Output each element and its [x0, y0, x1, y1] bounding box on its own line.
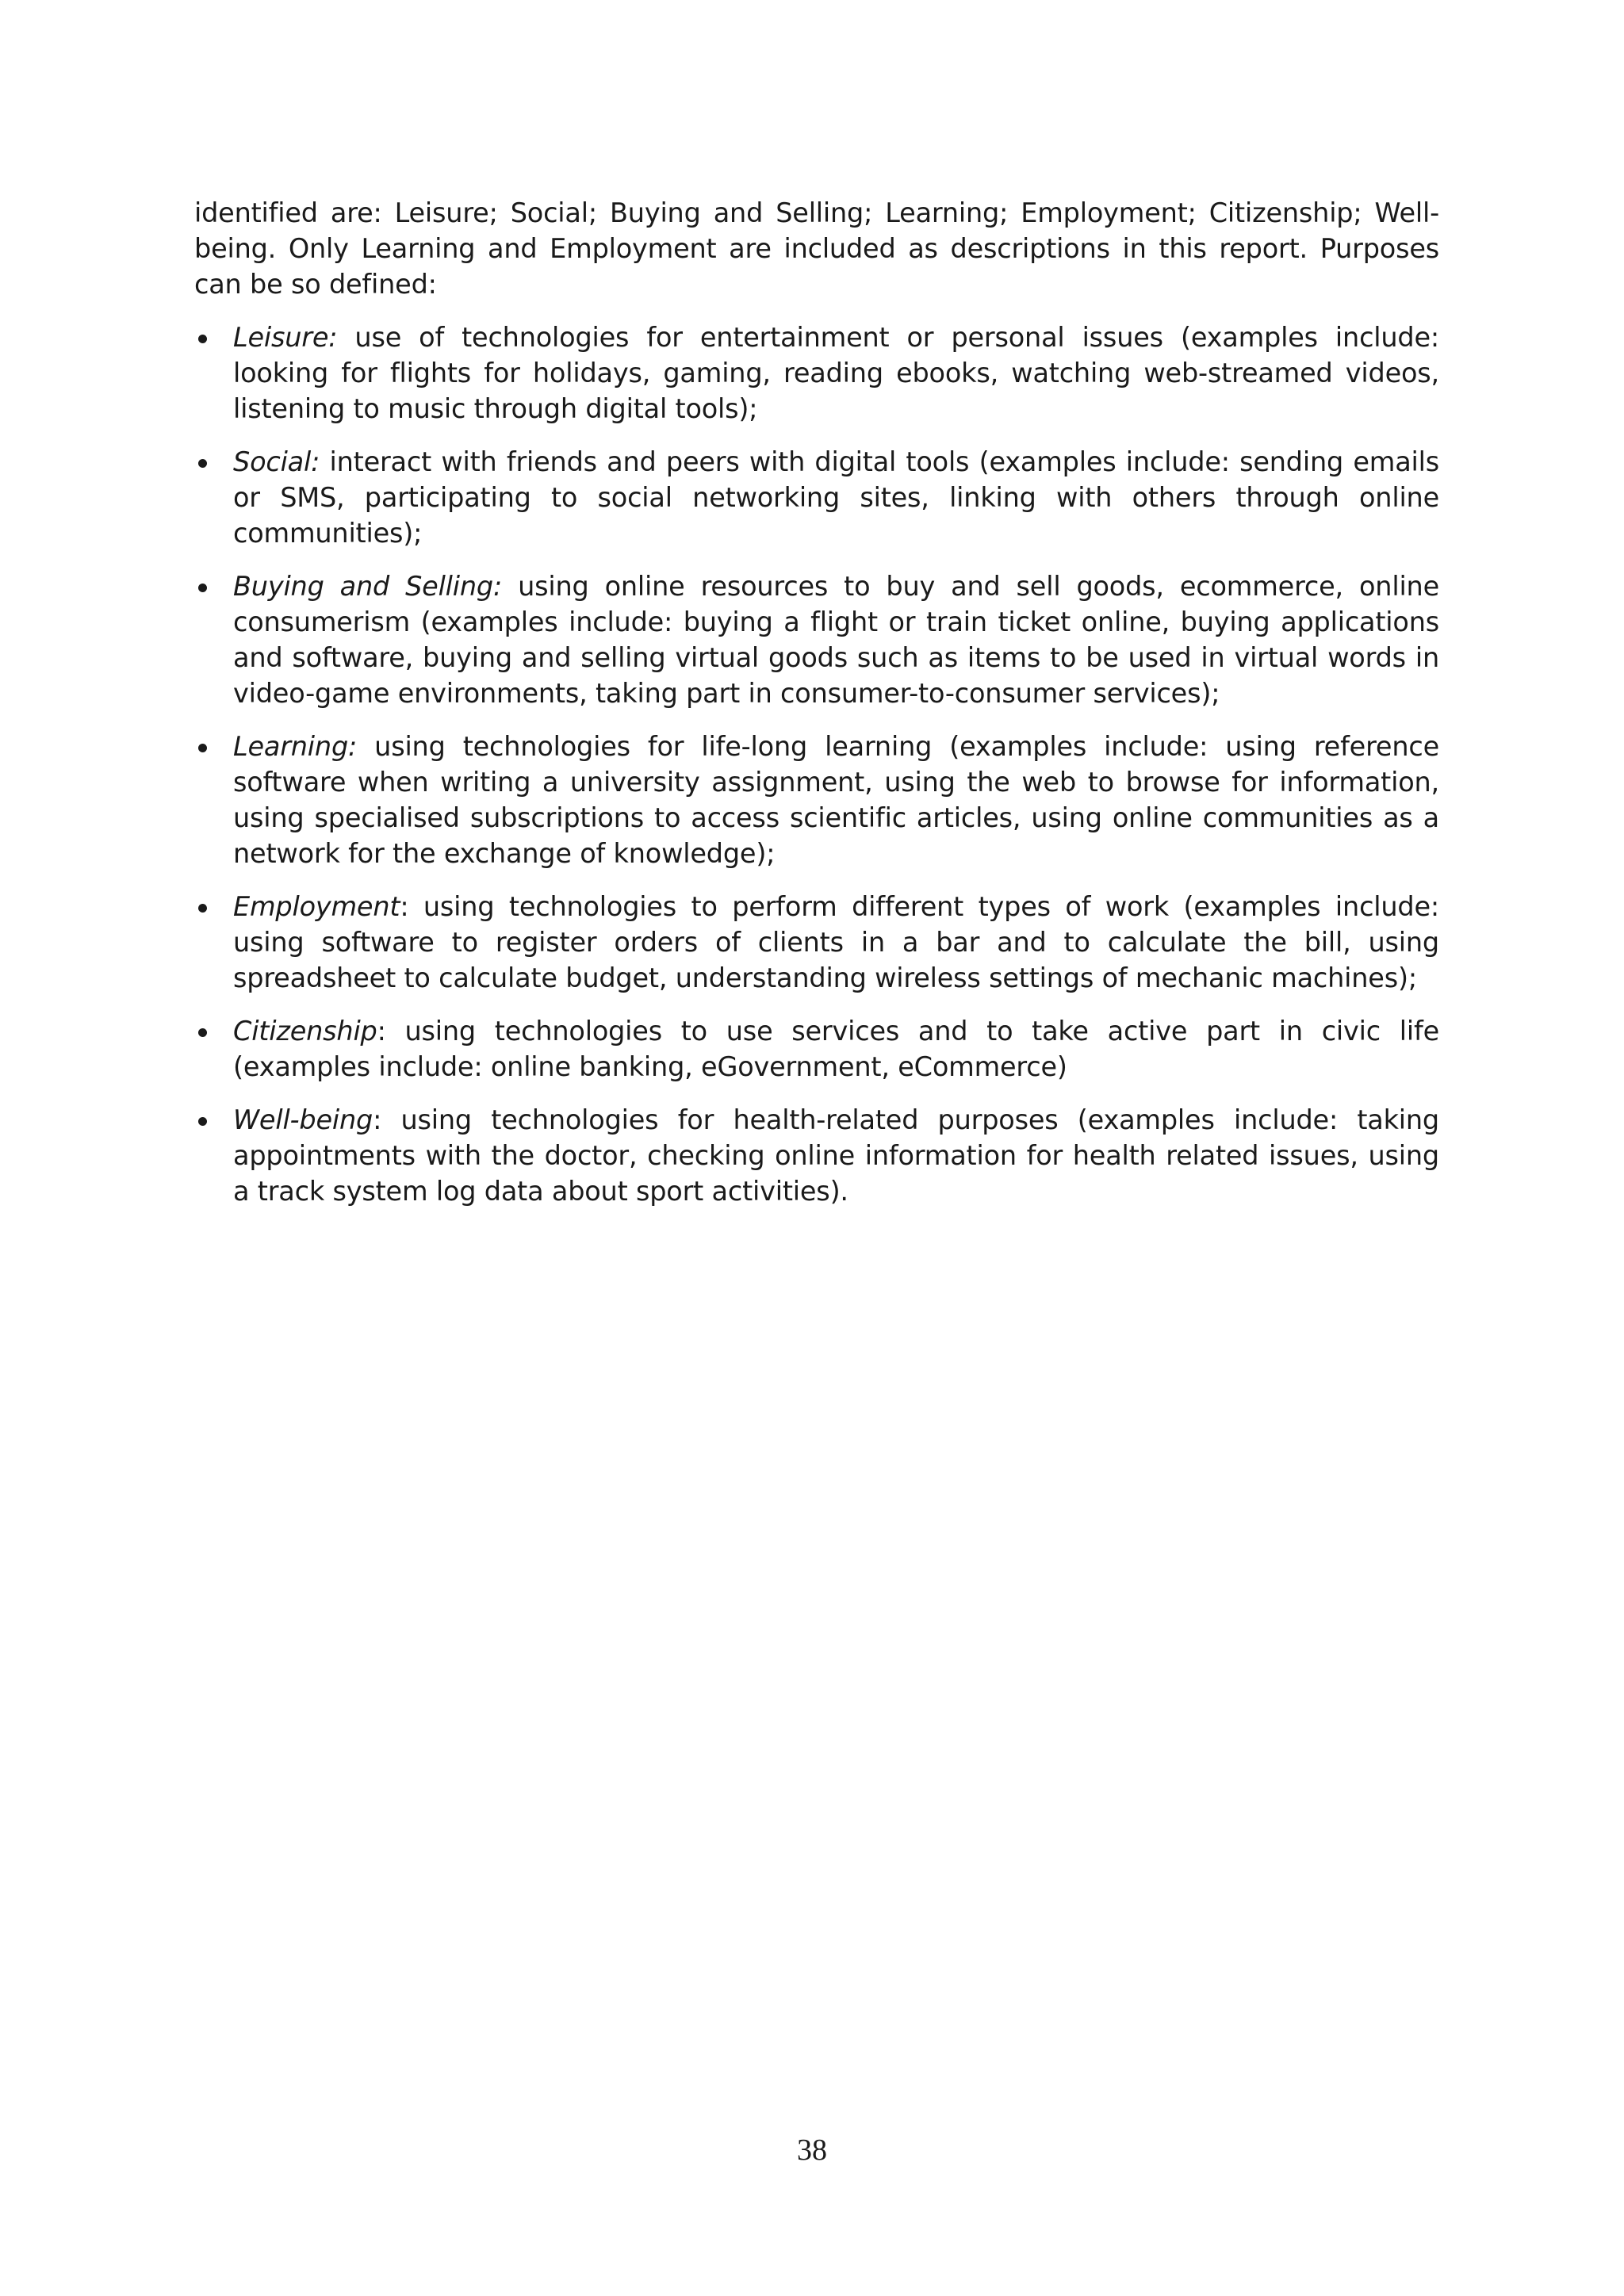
- purpose-item-citizenship: [194, 1013, 1439, 1085]
- purposes-list: [194, 320, 1439, 1209]
- purpose-description: use of technologies for entertainment or personal issues (examples include: looking for flights for holidays, gaming, reading ebooks, watching web-streamed videos, listening to music through digital tools);: [233, 322, 1439, 424]
- bullet-icon: [198, 744, 207, 752]
- bullet-icon: [198, 1028, 207, 1037]
- purpose-description: : using technologies to perform different types of work (examples include: using software to register orders of clients in a bar and to calculate the bill, using spreadsheet to calculate budget, understanding wireless settings of mechanic machines);: [233, 891, 1439, 993]
- purpose-term: Social:: [233, 446, 320, 477]
- page-content: [194, 195, 1439, 1226]
- purpose-item-learning: [194, 729, 1439, 871]
- bullet-icon: [198, 459, 207, 468]
- purpose-term: Learning:: [233, 731, 358, 762]
- purpose-description: interact with friends and peers with digital tools (examples include: sending emails or SMS, participating to social networking sites, linking with others through online communities);: [233, 446, 1439, 549]
- purpose-term: Leisure:: [233, 322, 338, 353]
- purpose-item-buying-and-selling: [194, 568, 1439, 711]
- purpose-term: Citizenship: [233, 1016, 377, 1047]
- purpose-item-employment: [194, 889, 1439, 996]
- purpose-term: Buying and Selling:: [233, 571, 503, 602]
- purpose-term: Employment: [233, 891, 400, 922]
- purpose-description: using online resources to buy and sell goods, ecommerce, online consumerism (examples include: buying a flight or train ticket online, buying applications and software, buying and selling virtual goods such as items to be used in virtual words in video-game environments, taking part in consumer-to-consumer services);: [233, 571, 1439, 709]
- bullet-icon: [198, 904, 207, 913]
- purpose-description: : using technologies for health-related purposes (examples include: taking appointments with the doctor, checking online information for health related issues, using a track system log data about sport activities).: [233, 1104, 1439, 1207]
- purpose-term: Well-being: [233, 1104, 373, 1135]
- purpose-item-well-being: [194, 1102, 1439, 1209]
- page-number: 38: [797, 2133, 827, 2167]
- intro-paragraph: identified are: Leisure; Social; Buying and Selling; Learning; Employment; Citizenship; Well-being. Only Learning and Employment are included as descriptions in this report. Purposes can be so defined:: [194, 197, 1439, 300]
- purpose-item-social: [194, 444, 1439, 551]
- purpose-description: : using technologies to use services and to take active part in civic life (examples include: online banking, eGovernment, eCommerce): [233, 1016, 1439, 1082]
- purpose-description: using technologies for life-long learning (examples include: using reference software when writing a university assignment, using the web to browse for information, using specialised subscriptions to access scientific articles, using online communities as a network for the exchange of knowledge);: [233, 731, 1439, 869]
- bullet-icon: [198, 1117, 207, 1126]
- purpose-item-leisure: [194, 320, 1439, 427]
- bullet-icon: [198, 335, 207, 343]
- bullet-icon: [198, 584, 207, 592]
